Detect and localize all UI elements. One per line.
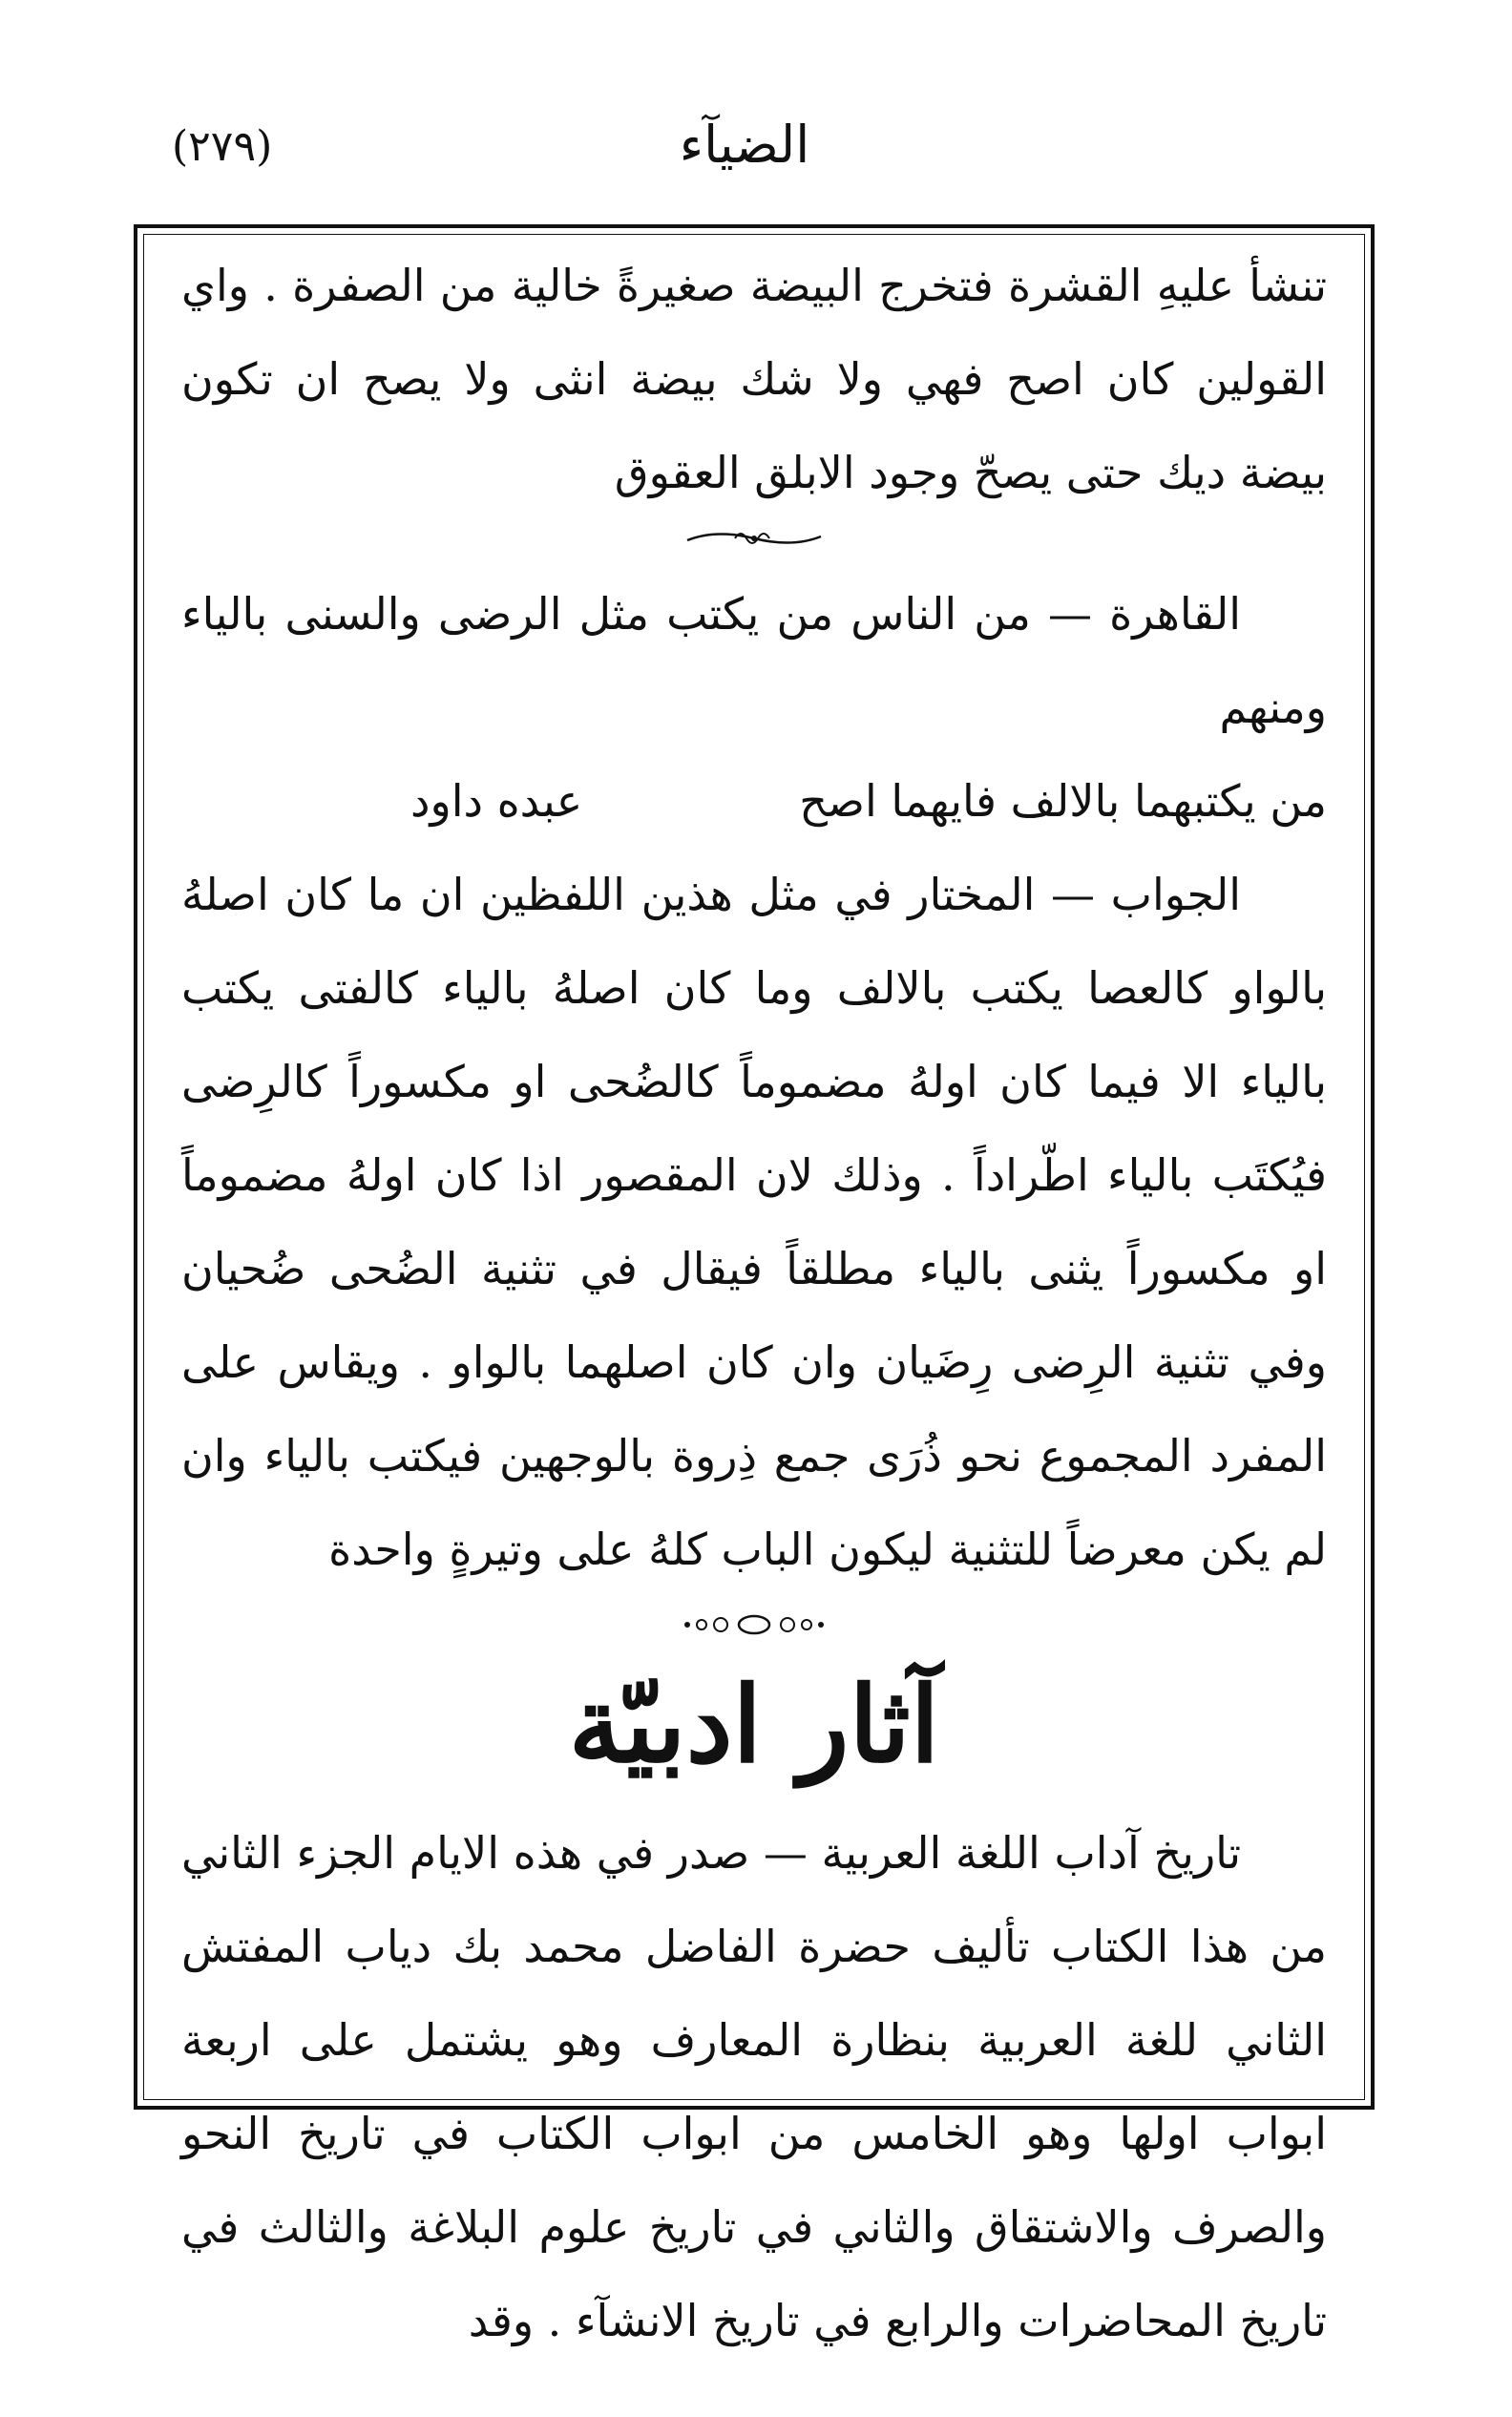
question-line-2 (181, 754, 1327, 848)
page-number: (٢٧٩) (172, 122, 273, 171)
question-text-end: من يكتبهما بالالف فايهما اصح (799, 775, 1327, 827)
section-heading-literary: آثار ادبيّة (568, 1663, 940, 1786)
page-header (143, 105, 1346, 191)
page-content (181, 239, 1327, 2367)
small-divider-ornament-icon (678, 519, 830, 557)
question-line-1: القاهرة — من الناس من يكتب مثل الرضى والسنى بالياء ومنهم (181, 588, 1327, 733)
answer-paragraph: الجواب — المختار في مثل هذين اللفظين ان ما كان اصلهُ بالواو كالعصا يكتب بالالف وما كان اصلهُ بالياء كالفتى يكتب بالياء الا فيما كان اولهُ مضموماً كالضُحى او مكسوراً كالرِضى فيُكتَب بالياء اطّراداً . وذلك لان المقصور اذا كان اولهُ مضموماً او مكسوراً يثنى بالياء مطلقاً فيقال في تثنية الضُحى ضُحيان وفي تثنية الرِضى رِضَيان وان كان اصلهما بالواو . ويقاس على المفرد المجموع نحو ذُرَى جمع ذِروة بالوجهين فيكتب بالياء وان لم يكن معرضاً للتثنية ليكون الباب كلهُ على وتيرةٍ واحدة (181, 869, 1328, 1575)
question-signature: عبده داود (410, 775, 583, 827)
section-divider-ornament-icon (668, 1606, 840, 1644)
book-review-paragraph: تاريخ آداب اللغة العربية — صدر في هذه الايام الجزء الثاني من هذا الكتاب تأليف حضرة الفاضل محمد بك دياب المفتش الثاني للغة العربية بنظارة المعارف وهو يشتمل على اربعة ابواب اولها وهو الخامس من ابواب الكتاب في تاريخ النحو والصرف والاشتقاق والثاني في تاريخ علوم البلاغة والثالث في تاريخ المحاضرات والرابع في تاريخ الانشآء . وقد (181, 1827, 1327, 2346)
continuation-paragraph: تنشأ عليهِ القشرة فتخرج البيضة صغيرةً خالية من الصفرة . واي القولين كان اصح فهي ولا شك بيضة انثى ولا يصح ان تكون بيضة ديك حتى يصحّ وجود الابلق العقوق (181, 260, 1327, 498)
running-title: الضيآء (679, 115, 810, 175)
